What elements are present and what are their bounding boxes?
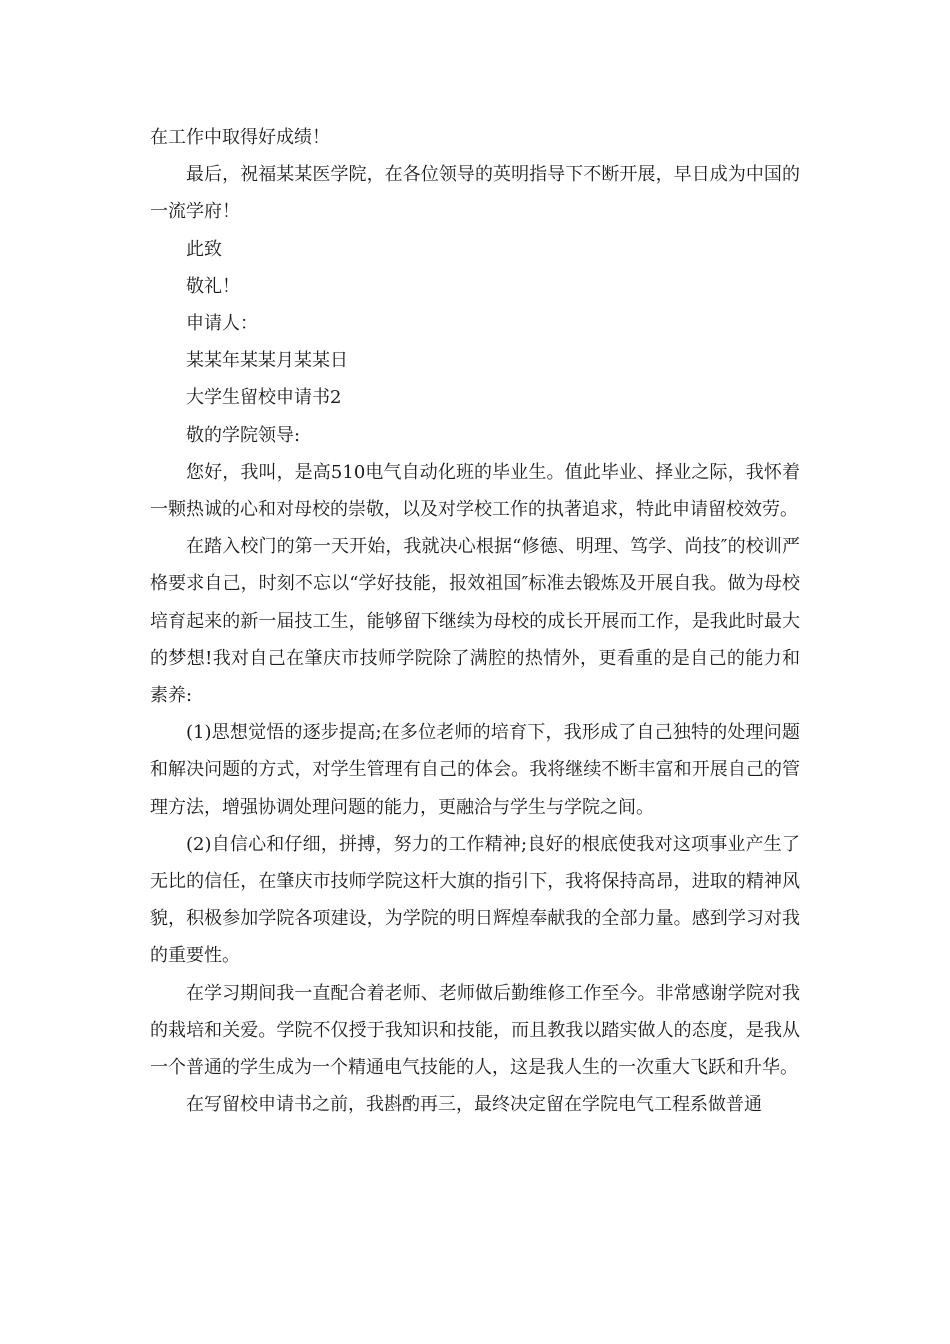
date-line: 某某年某某月某某日 xyxy=(186,350,348,372)
salutation-jingli: 敬礼！ xyxy=(186,275,240,297)
paragraph-closing-wish: 最后，祝福某某医学院，在各位领导的英明指导下不断开展，早日成为中国的一流学府！ xyxy=(150,164,800,223)
greeting: 敬的学院领导: xyxy=(186,424,301,446)
paragraph-motto: 在踏入校门的第一天开始，我就决心根据“修德、明理、笃学、尚技″的校训严格要求自己，时刻不忘以“学好技能，报效祖国″标准去锻炼及开展自我。做为母校培育起来的新一届技工生，能够留下继续为母校的成长开展而工作，是我此时最大的梦想!我对自己在肇庆市技师学院除了满腔的热情外，更看重的是自己的能力和素养: xyxy=(150,536,800,707)
applicant-label: 申请人： xyxy=(186,313,258,335)
paragraph-point-1: (1)思想觉悟的逐步提高;在多位老师的培育下，我形成了自己独特的处理问题和解决问题的方式，对学生管理有自己的体会。我将继续不断丰富和开展自己的管理方法，增强协调处理问题的能力，更融洽与学生与学院之间。 xyxy=(150,722,800,818)
paragraph-decision: 在写留校申请书之前，我斟酌再三，最终决定留在学院电气工程系做普通 xyxy=(186,1094,762,1116)
paragraph-continuation: 在工作中取得好成绩！ xyxy=(150,127,330,148)
paragraph-intro: 您好，我叫，是高510电气自动化班的毕业生。值此毕业、择业之际，我怀着一颗热诚的心和对母校的崇敬，以及对学校工作的执著追求，特此申请留校效劳。 xyxy=(150,461,800,521)
document-body xyxy=(150,119,800,1123)
paragraph-gratitude: 在学习期间我一直配合着老师、老师做后勤维修工作至今。非常感谢学院对我的栽培和关爱。学院不仅授于我知识和技能，而且教我以踏实做人的态度，是我从一个普通的学生成为一个精通电气技能的人，这是我人生的一次重大飞跃和升华。 xyxy=(150,982,800,1079)
salutation-cizhi: 此致 xyxy=(186,238,222,260)
section-title: 大学生留校申请书2 xyxy=(186,387,342,409)
paragraph-point-2: (2)自信心和仔细，拼搏，努力的工作精神;良好的根底使我对这项事业产生了无比的信任，在肇庆市技师学院这杆大旗的指引下，我将保持高昂，进取的精神风貌，积极参加学院各项建设，为学院的明日辉煌奉献我的全部力量。感到学习对我的重要性。 xyxy=(150,833,800,967)
